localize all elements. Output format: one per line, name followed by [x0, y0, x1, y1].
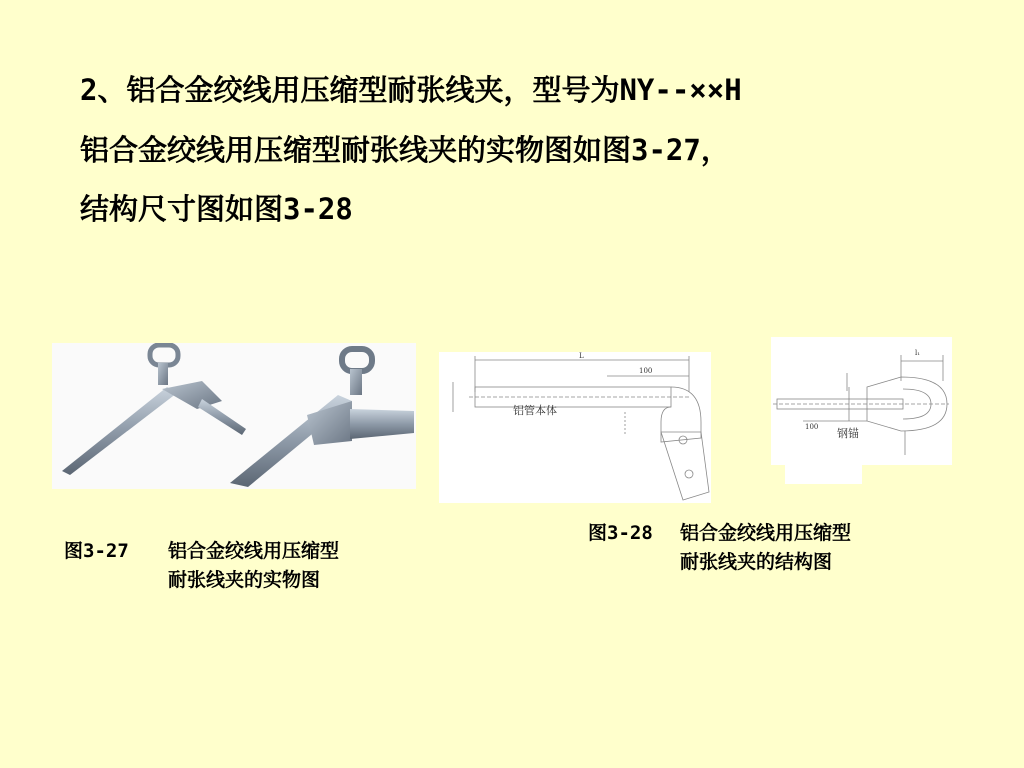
dim-100-drawing1: 100	[639, 367, 653, 375]
heading-line-2: 铝合金绞线用压缩型耐张线夹的实物图如图3-27，	[80, 133, 730, 167]
photo-tension-clamp	[52, 343, 416, 489]
photo-illustration	[52, 343, 416, 489]
figure-3-27-caption-line1: 铝合金绞线用压缩型	[168, 540, 340, 562]
heading-line-1: 2、铝合金绞线用压缩型耐张线夹，型号为NY--××H	[80, 73, 742, 107]
figure-3-27-number: 图3-27	[64, 540, 129, 562]
right-clamp	[230, 349, 414, 487]
label-aluminum-tube-body: 铝管本体	[513, 404, 557, 417]
left-clamp	[62, 345, 246, 475]
heading-line-3: 结构尺寸图如图3-28	[80, 192, 353, 226]
figure-3-27-caption-line2: 耐张线夹的实物图	[168, 569, 321, 591]
figure-3-28-caption-line1: 铝合金绞线用压缩型	[680, 522, 852, 544]
drawing-aluminum-tube	[439, 352, 711, 503]
dim-100-drawing2: 100	[805, 423, 819, 431]
figure-3-28-caption-line2: 耐张线夹的结构图	[680, 551, 833, 573]
dim-L: L	[579, 352, 584, 360]
label-steel-anchor: 钢锚	[837, 427, 859, 440]
drawing-steel-anchor	[771, 337, 952, 465]
figure-3-28-number: 图3-28	[588, 522, 653, 544]
drawing-aluminum-tube-svg	[439, 352, 711, 503]
dim-l1: l₁	[915, 349, 921, 357]
drawing-steel-anchor-svg	[771, 337, 952, 465]
drawing-steel-anchor-tab	[785, 465, 862, 484]
